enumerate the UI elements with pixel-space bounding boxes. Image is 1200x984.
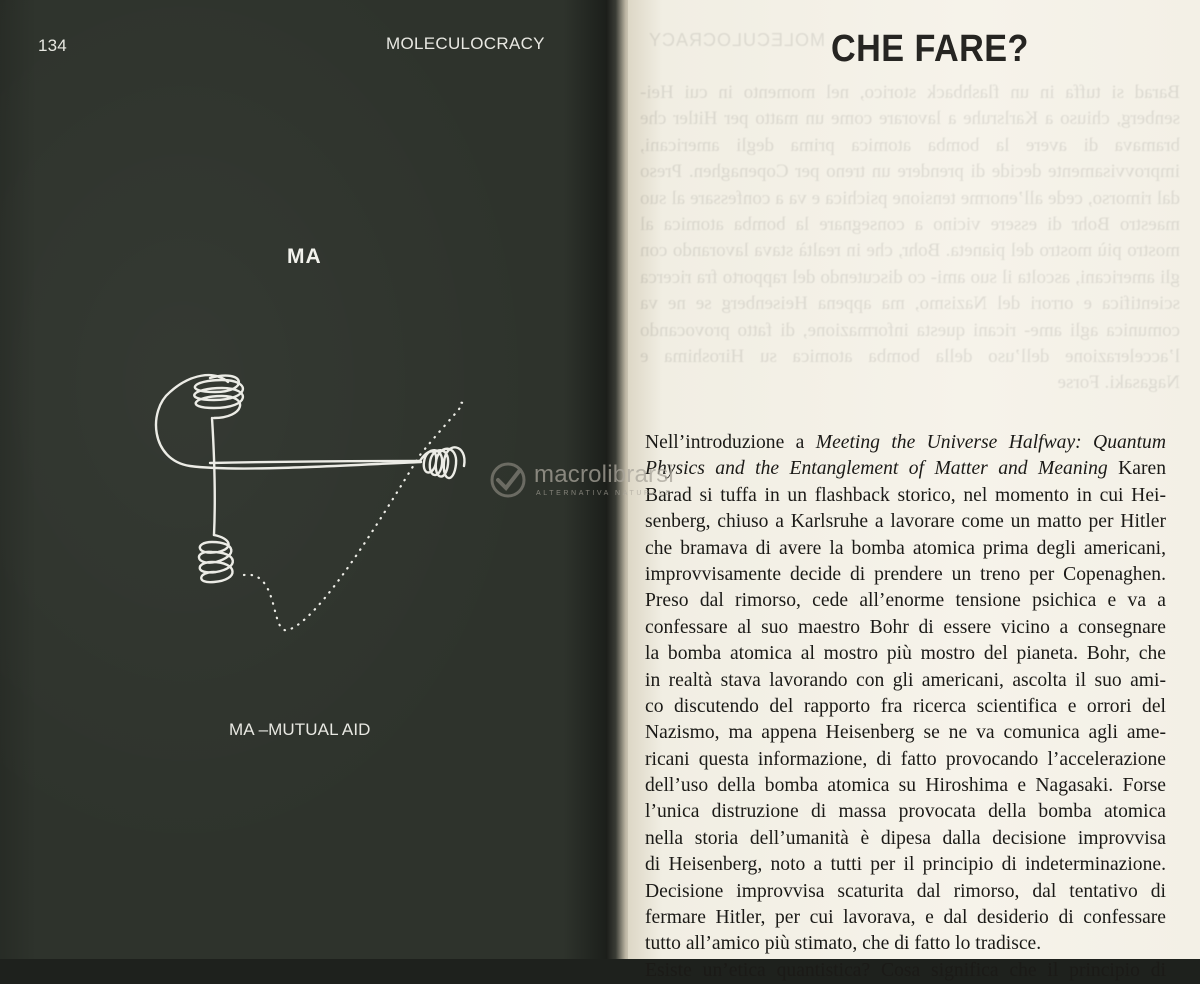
body-line — [645, 826, 1166, 852]
diagram-bottom-coil — [199, 535, 233, 582]
body-line — [645, 615, 1166, 641]
running-head: MOLECULOCRACY — [386, 34, 545, 53]
body-line — [645, 641, 1166, 667]
show-through-heading: MOLECULOCRACY — [648, 30, 826, 50]
right-page — [628, 0, 1200, 981]
body-line — [645, 773, 1166, 799]
body-text-span: ricani questa informazione, di fatto provocando l’accelerazione — [645, 748, 1166, 770]
body-line — [645, 536, 1166, 562]
show-through-text: Barad si tuffa in un flashback storico, nel momento in cui Hei- senberg, chiuso a Karlsruhe a lavorare come un matto per Hitler che bramava di avere la bomba atomica prima degli americani, improvvisamente decide di prendere un treno per Copenaghen. Preso dal rimorso, cede all’enorme tensione psichica e va a confessare al suo maestro Bohr di essere vicino a consegnare la bomba atomica al mostro più mostro del pianeta. Bohr, che in realtà stava lavorando con gli americani, ascolta il suo ami- co discutendo del rapporto fra ricerca scientifica e orrori del Nazismo, ma appena Heisenberg se ne va comunica agli ame- ricani questa informazione, di fatto provocando l’accelerazione dell’uso della bomba atomica su Hiroshima e Nagasaki. Forse — [640, 82, 1180, 394]
body-line — [645, 668, 1166, 694]
body-text-span: improvvisamente decide di prendere un treno per Copenaghen. — [645, 563, 1166, 585]
body-text-span: nella storia dell’umanità è dipesa dalla decisione improvvisa — [645, 827, 1166, 849]
book-title-italic: Meeting the Universe Halfway: Quantum — [815, 432, 1166, 453]
body-line — [645, 931, 1166, 957]
body-text — [645, 430, 1166, 984]
mutual-aid-diagram — [0, 0, 612, 959]
body-text-span: dell’uso della bomba atomica su Hiroshima e Nagasaki. Forse — [645, 775, 1166, 797]
body-text-span: Preso dal rimorso, cede all’enorme tensione psichica e va a — [645, 590, 1166, 612]
body-line — [645, 483, 1166, 509]
page-number: 134 — [38, 36, 67, 55]
body-text-span: Barad si tuffa in un flashback storico, nel momento in cui Hei- — [645, 484, 1166, 506]
body-text-span: fermare Hitler, per cui lavorava, e dal desiderio di confessare — [645, 907, 1166, 929]
body-text-span: Nell’introduzione a — [645, 432, 816, 453]
watermark-tagline: ALTERNATIVA NATURALE — [536, 490, 673, 497]
figure-label: MA — [287, 245, 322, 268]
figure-caption: MA –MUTUAL AID — [229, 720, 371, 739]
body-line — [645, 879, 1166, 905]
diagram-dotted-path — [244, 403, 462, 631]
body-line — [645, 562, 1166, 588]
body-text-span: co discutendo del rapporto fra ricerca scientifica e orrori del — [645, 695, 1166, 717]
body-line — [645, 958, 1166, 984]
body-text-span: tutto all’amico più stimato, che di fatto lo tradisce. — [645, 933, 1042, 955]
body-line — [645, 720, 1166, 746]
body-line — [645, 430, 1166, 456]
watermark-text: macrolibrarsi — [534, 461, 674, 488]
diagram-right-coil — [420, 447, 464, 478]
body-line — [645, 799, 1166, 825]
body-text-span: Esiste un’etica quantistica? Cosa significa che il principio di — [645, 959, 1166, 981]
body-text-span: confessare al suo maestro Bohr di essere vicino a consegnare — [645, 616, 1166, 638]
body-line — [645, 747, 1166, 773]
body-line — [645, 905, 1166, 931]
diagram-stem — [212, 418, 215, 535]
section-heading: CHE FARE? — [831, 28, 1029, 70]
body-text-span: di Heisenberg, noto a tutti per il principio di indeterminazione. — [645, 854, 1166, 876]
body-line — [645, 588, 1166, 614]
body-text-span: l’unica distruzione di massa provocata della bomba atomica — [645, 801, 1166, 823]
body-text-span: la bomba atomica al mostro più mostro del pianeta. Bohr, che — [645, 643, 1166, 665]
body-line — [645, 694, 1166, 720]
left-page — [0, 0, 612, 959]
body-line — [645, 509, 1166, 535]
body-text-span: Karen — [1107, 458, 1167, 480]
diagram-top-coil — [194, 376, 243, 418]
body-text-span: che bramava di avere la bomba atomica prima degli americani, — [645, 537, 1166, 559]
body-line — [645, 852, 1166, 878]
body-text-span: in realtà stava lavorando con gli americani, ascolta il suo ami- — [645, 669, 1166, 691]
body-text-span: Decisione improvvisa scaturita dal rimorso, dal tentativo di — [645, 880, 1166, 902]
book-title-italic: Physics and the Entanglement of Matter and Meaning — [645, 458, 1108, 480]
body-text-span: senberg, chiuso a Karlsruhe a lavorare come un matto per Hitler — [645, 511, 1166, 533]
body-text-span: Nazismo, ma appena Heisenberg se ne va comunica agli ame- — [645, 722, 1166, 744]
body-line — [645, 456, 1166, 482]
